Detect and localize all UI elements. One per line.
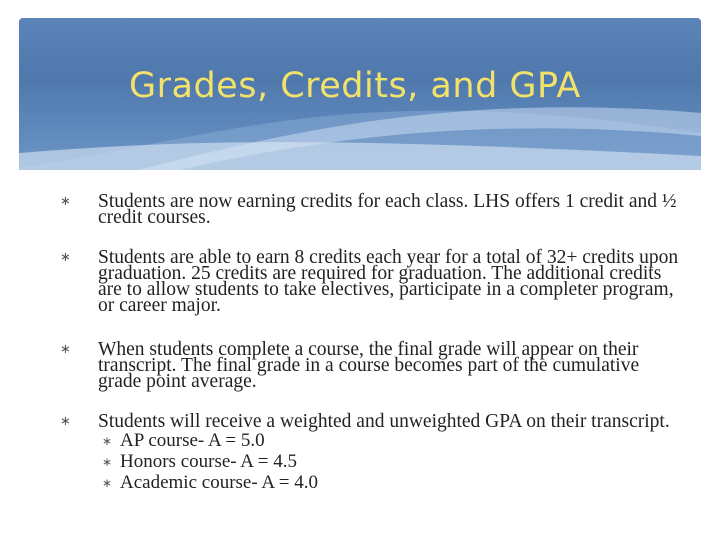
asterisk-bullet-icon: ∗ xyxy=(60,342,71,357)
asterisk-bullet-icon: ∗ xyxy=(102,455,113,469)
asterisk-bullet-icon: ∗ xyxy=(102,434,113,448)
asterisk-bullet-icon: ∗ xyxy=(60,194,71,209)
bullet-item xyxy=(60,411,680,493)
sub-bullet-item xyxy=(80,430,680,451)
sub-bullet-item xyxy=(80,451,680,472)
asterisk-bullet-icon: ∗ xyxy=(60,414,71,429)
asterisk-bullet-icon: ∗ xyxy=(102,476,113,490)
bullet-item xyxy=(60,247,680,316)
slide-title: Grades, Credits, and GPA xyxy=(129,66,581,106)
bullet-item xyxy=(60,339,680,392)
asterisk-bullet-icon: ∗ xyxy=(60,250,71,265)
sub-bullet-text: AP course- A = 5.0 xyxy=(120,430,265,451)
title-banner xyxy=(19,18,701,170)
sub-bullet-item xyxy=(80,472,680,493)
bullet-text: When students complete a course, the final grade will appear on their transcript. The final grade in a course becomes part of the cumulative grade point average. xyxy=(98,339,640,392)
sub-bullet-text: Academic course- A = 4.0 xyxy=(120,472,319,493)
bullet-text: Students are able to earn 8 credits each year for a total of 32+ credits upon graduation. 25 credits are required for graduation. The additional credits are to allow students to take electives, participate in a completer program, or career major. xyxy=(98,247,679,316)
sub-bullet-text: Honors course- A = 4.5 xyxy=(120,451,297,472)
bullet-item xyxy=(60,191,680,228)
bullet-text: Students will receive a weighted and unweighted GPA on their transcript. xyxy=(98,411,670,432)
bullet-text: Students are now earning credits for each class. LHS offers 1 credit and ½ credit courses. xyxy=(98,191,677,228)
